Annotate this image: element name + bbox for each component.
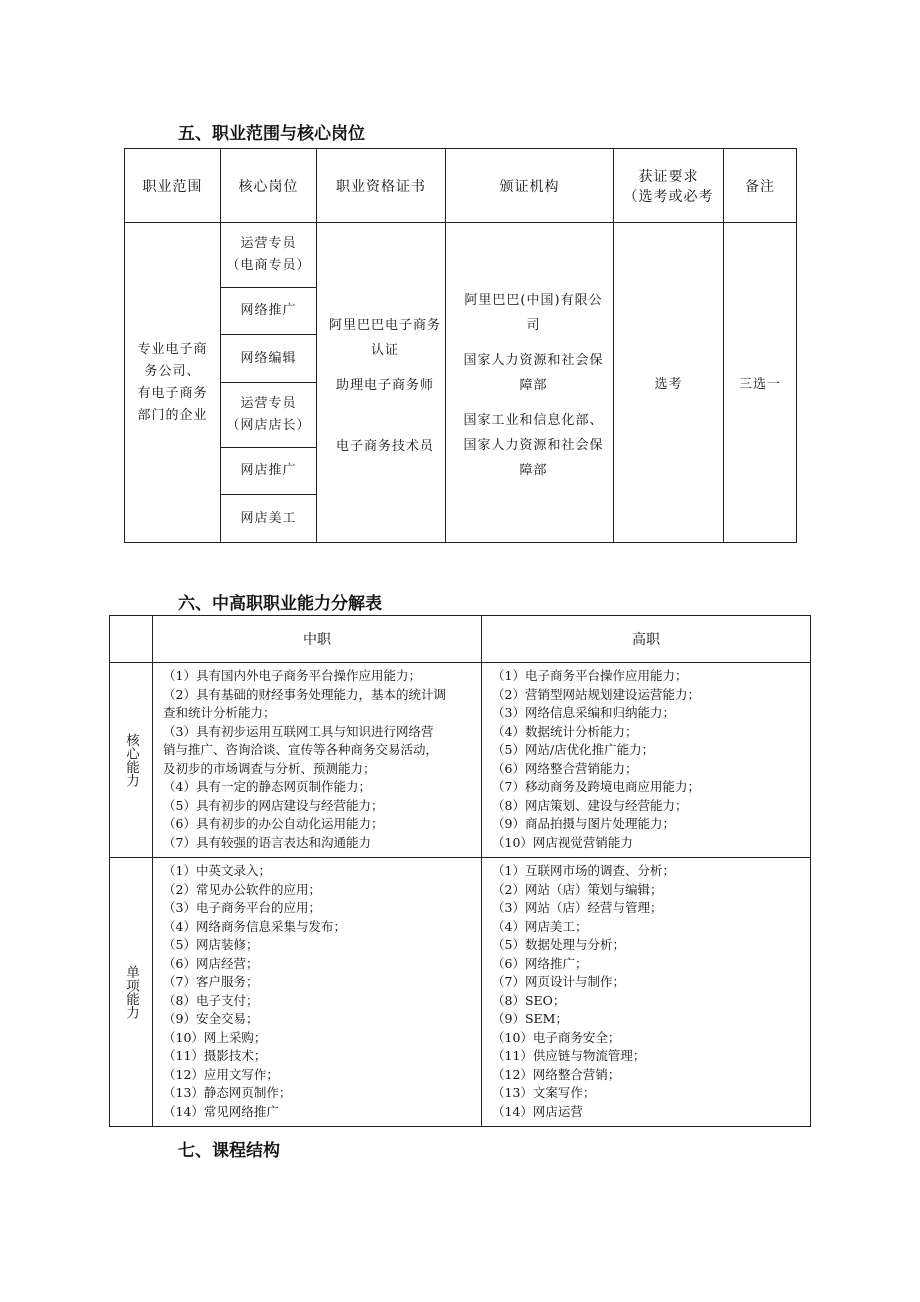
ability-line: （14）常见网络推广	[163, 1103, 279, 1119]
ability-line: （3）电子商务平台的应用；	[163, 900, 321, 915]
header-requirement-line-2: （选考或必考	[623, 188, 714, 205]
header-high: 高职	[482, 616, 811, 663]
ability-line: （8）SEO；	[492, 992, 566, 1008]
certificate-item-line: 助理电子商务师	[335, 377, 434, 393]
ability-line: （13）静态网页制作；	[163, 1085, 292, 1100]
ability-line: （4）数据统计分析能力；	[492, 723, 638, 739]
core-high-cell	[482, 663, 811, 858]
position-cell	[221, 223, 317, 288]
header-issuer: 颁证机构	[446, 149, 614, 223]
position-line: 运营专员	[240, 236, 297, 251]
issuer-item-line: 障部	[519, 463, 548, 478]
position-line: （网店店长）	[226, 418, 311, 433]
single-label-cell	[110, 858, 153, 1127]
ability-line: （11）供应链与物流管理；	[492, 1048, 646, 1063]
position-line: 运营专员	[240, 396, 297, 411]
scope-cell	[125, 223, 221, 543]
header-requirement	[614, 149, 724, 223]
position-cell	[221, 448, 317, 495]
scope-line: 专业电子商	[137, 341, 208, 357]
ability-line: （2）营销型网站规划建设运营能力；	[492, 686, 700, 702]
ability-line: （8）电子支付；	[163, 992, 259, 1008]
issuers-cell	[446, 223, 614, 543]
position-cell	[221, 335, 317, 383]
header-position: 核心岗位	[221, 149, 317, 223]
core-label: 核心能力	[123, 733, 139, 787]
ability-line: （1）具有国内外电子商务平台操作应用能力；	[163, 668, 421, 683]
certificate-item-line: 电子商务技术员	[335, 438, 434, 454]
ability-line: （2）网站（店）策划与编辑；	[492, 881, 663, 897]
issuer-item-line: 国家人力资源和社会保	[463, 353, 604, 368]
ability-line: （10）电子商务安全；	[492, 1029, 621, 1045]
section-6-heading: 六、中高职职业能力分解表	[178, 594, 382, 614]
ability-line: （1）互联网市场的调查、分析；	[492, 863, 675, 878]
certificates-cell	[317, 223, 446, 543]
ability-line: （2）具有基础的财经事务处理能力，基本的统计调	[163, 686, 446, 702]
core-mid-cell	[153, 663, 482, 858]
ability-line: （9）安全交易；	[163, 1011, 259, 1026]
ability-line: （4）网店美工；	[492, 918, 588, 934]
ability-line: （5）网店装修；	[163, 937, 259, 952]
position-cell	[221, 495, 317, 543]
certificate-item-line: 阿里巴巴电子商务	[328, 317, 441, 333]
ability-line: （5）数据处理与分析；	[492, 937, 625, 952]
ability-line: （7）具有较强的语言表达和沟通能力	[163, 834, 371, 850]
section-7-heading: 七、课程结构	[178, 1141, 280, 1161]
single-label: 单项能力	[123, 965, 139, 1019]
issuer-item-line: 司	[526, 318, 541, 333]
ability-line: （12）网络整合营销；	[492, 1066, 621, 1082]
position-cell	[221, 383, 317, 448]
certificate-item	[325, 434, 445, 459]
issuer-item	[454, 348, 613, 398]
corner-cell	[110, 616, 153, 663]
header-remark: 备注	[724, 149, 797, 223]
position-line: 网店美工	[240, 510, 297, 526]
single-mid-cell	[153, 858, 482, 1127]
header-requirement-line-1: 获证要求	[638, 168, 699, 185]
ability-line: （12）应用文写作；	[163, 1066, 279, 1082]
position-line: 网店推广	[240, 463, 297, 478]
ability-line: （14）网店运营	[492, 1103, 583, 1119]
ability-line: （6）网络整合营销能力；	[492, 760, 638, 776]
ability-line: （3）网络信息采编和归纳能力；	[492, 705, 675, 720]
ability-line: （6）网络推广；	[492, 955, 588, 971]
ability-line: （7）网页设计与制作；	[492, 974, 625, 989]
issuer-item-line: 国家工业和信息化部、	[463, 413, 604, 428]
ability-line: （4）具有一定的静态网页制作能力；	[163, 779, 371, 794]
position-line: 网络推广	[240, 303, 297, 318]
ability-line: （10）网店视觉营销能力	[492, 834, 633, 850]
ability-line: （11）摄影技术；	[163, 1048, 267, 1063]
ability-line: （1）中英文录入；	[163, 863, 271, 878]
header-mid: 中职	[153, 616, 482, 663]
issuer-item-line: 国家人力资源和社会保	[463, 438, 604, 453]
requirement-cell: 选考	[614, 223, 724, 543]
position-line: 网络编辑	[240, 350, 297, 366]
header-certificate: 职业资格证书	[317, 149, 446, 223]
ability-line: （9）商品拍摄与图片处理能力；	[492, 816, 675, 831]
competency-table	[109, 615, 811, 1127]
section-5-heading: 五、职业范围与核心岗位	[178, 124, 365, 144]
ability-line: （2）常见办公软件的应用；	[163, 881, 321, 897]
certificate-item	[325, 373, 445, 398]
ability-line: （5）网站/店优化推广能力；	[492, 742, 655, 757]
issuer-item	[454, 288, 613, 338]
position-line: （电商专员）	[226, 258, 311, 273]
ability-line: （5）具有初步的网店建设与经营能力；	[163, 797, 384, 813]
ability-line: （13）文案写作；	[492, 1085, 596, 1100]
ability-line: （3）具有初步运用互联网工具与知识进行网络营	[163, 723, 434, 739]
scope-line: 部门的企业	[137, 407, 208, 423]
ability-line: （7）客户服务；	[163, 974, 259, 989]
issuer-item	[454, 408, 613, 483]
position-cell	[221, 288, 317, 335]
scope-line: 务公司、	[144, 363, 201, 379]
ability-line: 及初步的市场调查与分析、预测能力；	[163, 760, 376, 776]
career-scope-table	[124, 148, 797, 543]
core-label-cell	[110, 663, 153, 858]
ability-line: （1）电子商务平台操作应用能力；	[492, 668, 688, 683]
ability-line: 查和统计分析能力；	[163, 705, 276, 720]
ability-line: （8）网店策划、建设与经营能力；	[492, 797, 688, 813]
ability-line: （6）网店经营；	[163, 955, 259, 971]
issuer-item-line: 障部	[519, 378, 548, 393]
ability-line: （9）SEM；	[492, 1011, 568, 1026]
scope-line: 有电子商务	[137, 385, 208, 401]
header-scope: 职业范围	[125, 149, 221, 223]
single-high-cell	[482, 858, 811, 1127]
ability-line: （4）网络商务信息采集与发布；	[163, 918, 346, 934]
ability-line: 销与推广、咨询洽谈、宣传等各种商务交易活动，	[163, 742, 439, 757]
ability-line: （10）网上采购；	[163, 1029, 267, 1045]
ability-line: （7）移动商务及跨境电商应用能力；	[492, 779, 700, 794]
issuer-item-line: 阿里巴巴(中国)有限公	[464, 293, 603, 308]
ability-line: （6）具有初步的办公自动化运用能力；	[163, 816, 384, 831]
certificate-item-line: 认证	[370, 342, 399, 358]
certificate-item	[325, 313, 445, 363]
ability-line: （3）网站（店）经营与管理；	[492, 900, 663, 915]
remark-cell: 三选一	[724, 223, 797, 543]
